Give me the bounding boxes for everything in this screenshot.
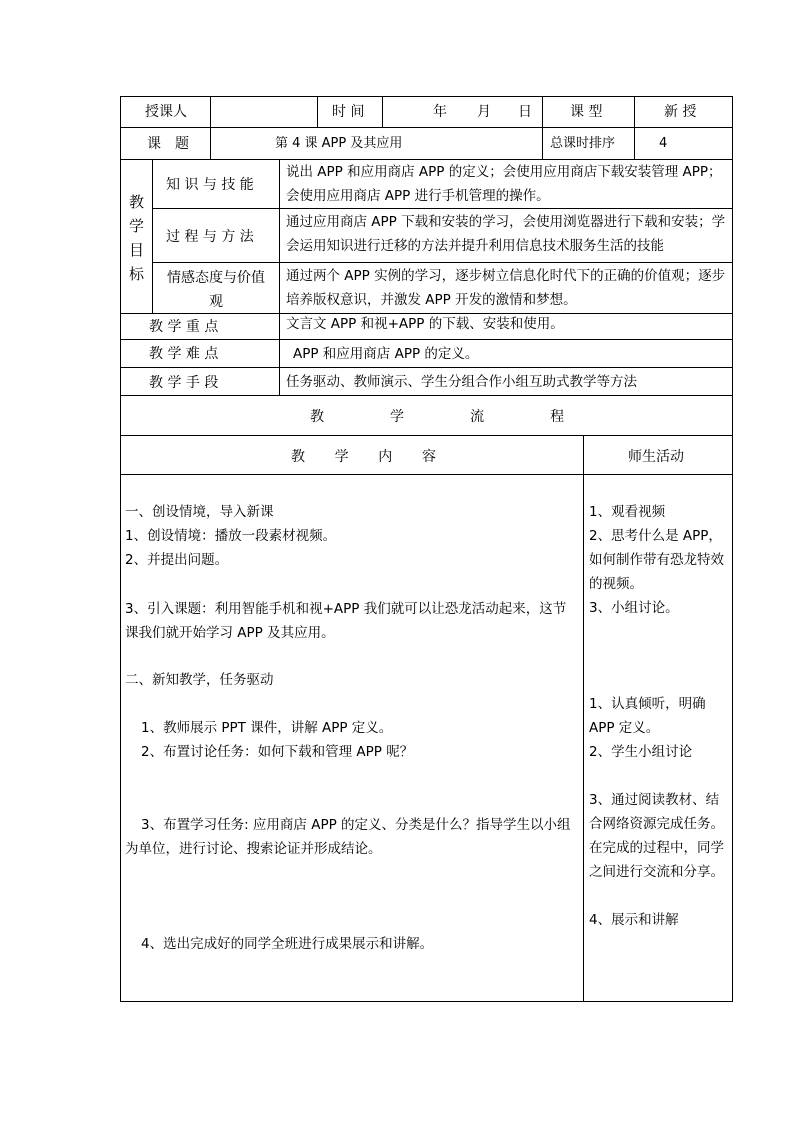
col-line bbox=[317, 96, 318, 127]
date-year: 年 bbox=[433, 104, 447, 120]
goals-label-char: 学 bbox=[128, 217, 144, 235]
activity-b3: 3、通过阅读教材、结合网络资源完成任务。在完成的过程中，同学之间进行交流和分享。 bbox=[589, 792, 724, 880]
activity-b4: 4、展示和讲解 bbox=[589, 912, 679, 928]
date-day: 日 bbox=[518, 104, 532, 120]
activity-b2: 2、学生小组讨论 bbox=[589, 744, 693, 760]
topic-value: 第 4 课 APP 及其应用 bbox=[275, 136, 403, 151]
activity-a1: 1、观看视频 bbox=[589, 504, 666, 520]
s2-item-1: 1、教师展示 PPT 课件，讲解 APP 定义。 bbox=[141, 720, 393, 736]
time-label: 时 间 bbox=[332, 104, 365, 120]
row-line bbox=[120, 367, 733, 368]
s1-item-3: 3、引入课题：利用智能手机和视+APP 我们就可以让恐龙活动起来，这节课我们就开始学习 APP 及其应用。 bbox=[125, 601, 567, 641]
type-value: 新 授 bbox=[664, 104, 697, 120]
order-value: 4 bbox=[659, 136, 668, 151]
order-label: 总课时排序 bbox=[550, 136, 616, 151]
goals-label-char: 目 bbox=[128, 241, 144, 259]
s2-item-4: 4、选出完成好的同学全班进行成果展示和讲解。 bbox=[141, 936, 434, 952]
method-text: 任务驱动、教师演示、学生分组合作小组互助式教学等方法 bbox=[286, 374, 637, 390]
flow-title: 教 学 流 程 bbox=[310, 409, 595, 425]
col-line bbox=[210, 96, 211, 127]
col-line bbox=[279, 313, 280, 395]
row-line bbox=[152, 262, 733, 263]
col-line bbox=[542, 127, 543, 159]
row-line bbox=[120, 435, 733, 436]
date-month: 月 bbox=[477, 104, 491, 120]
goals-vertical-label bbox=[120, 190, 153, 286]
goals-label-char: 教 bbox=[128, 193, 144, 211]
emotion-text: 通过两个 APP 实例的学习，逐步树立信息化时代下的正确的价值观；逐步培养版权意识，并激发 APP 开发的激情和梦想。 bbox=[286, 268, 726, 308]
difficulty-label: 教 学 难 点 bbox=[149, 346, 219, 362]
row-line bbox=[120, 395, 733, 396]
emotion-label: 情感态度与价值观 bbox=[167, 270, 265, 310]
knowledge-label: 知 识 与 技 能 bbox=[166, 177, 254, 193]
row-line bbox=[120, 474, 733, 475]
s2-title: 二、新知教学，任务驱动 bbox=[125, 672, 274, 688]
col-line bbox=[210, 127, 211, 159]
row-line bbox=[120, 96, 733, 97]
row-line bbox=[120, 1001, 733, 1002]
activity-a2: 2、思考什么是 APP，如何制作带有恐龙特效的视频。 bbox=[589, 528, 724, 592]
type-label: 课 型 bbox=[570, 104, 603, 120]
process-label: 过 程 与 方 法 bbox=[166, 229, 254, 245]
col-line bbox=[542, 96, 543, 127]
col-line bbox=[634, 96, 635, 127]
activity-a3: 3、小组讨论。 bbox=[589, 600, 679, 616]
s1-item-2: 2、并提出问题。 bbox=[125, 552, 229, 568]
goals-label-char: 标 bbox=[128, 265, 144, 283]
row-line bbox=[120, 127, 733, 128]
activity-header: 师生活动 bbox=[628, 449, 684, 465]
row-line bbox=[120, 339, 733, 340]
difficulty-text: APP 和应用商店 APP 的定义。 bbox=[293, 346, 479, 362]
key-point-text: 文言文 APP 和视+APP 的下载、安装和使用。 bbox=[286, 316, 564, 332]
row-line bbox=[152, 208, 733, 209]
s1-item-1: 1、创设情境：播放一段素材视频。 bbox=[125, 528, 337, 544]
key-point-label: 教 学 重 点 bbox=[149, 319, 219, 335]
col-line bbox=[279, 159, 280, 313]
content-header: 教 学 内 容 bbox=[291, 449, 449, 465]
process-text: 通过应用商店 APP 下载和安装的学习，会使用浏览器进行下载和安装；学会运用知识进行迁移的方法并提升利用信息技术服务生活的技能 bbox=[286, 214, 726, 254]
topic-label: 课 题 bbox=[147, 136, 189, 152]
knowledge-text: 说出 APP 和应用商店 APP 的定义；会使用应用商店下载安装管理 APP；会使用应用商店 APP 进行手机管理的操作。 bbox=[286, 164, 722, 204]
s2-item-3: 3、布置学习任务: 应用商店 APP 的定义、分类是什么？指导学生以小组为单位，进行讨论、搜索论证并形成结论。 bbox=[125, 817, 571, 857]
activity-b1: 1、认真倾听，明确 APP 定义。 bbox=[589, 696, 706, 736]
col-line bbox=[732, 96, 733, 1002]
teacher-label: 授课人 bbox=[145, 104, 187, 120]
col-line bbox=[382, 96, 383, 127]
s2-item-2: 2、布置讨论任务：如何下载和管理 APP 呢？ bbox=[141, 744, 414, 760]
method-label: 教 学 手 段 bbox=[149, 375, 219, 391]
s1-title: 一、创设情境，导入新课 bbox=[125, 504, 274, 520]
col-line bbox=[634, 127, 635, 159]
col-line bbox=[583, 435, 584, 1001]
